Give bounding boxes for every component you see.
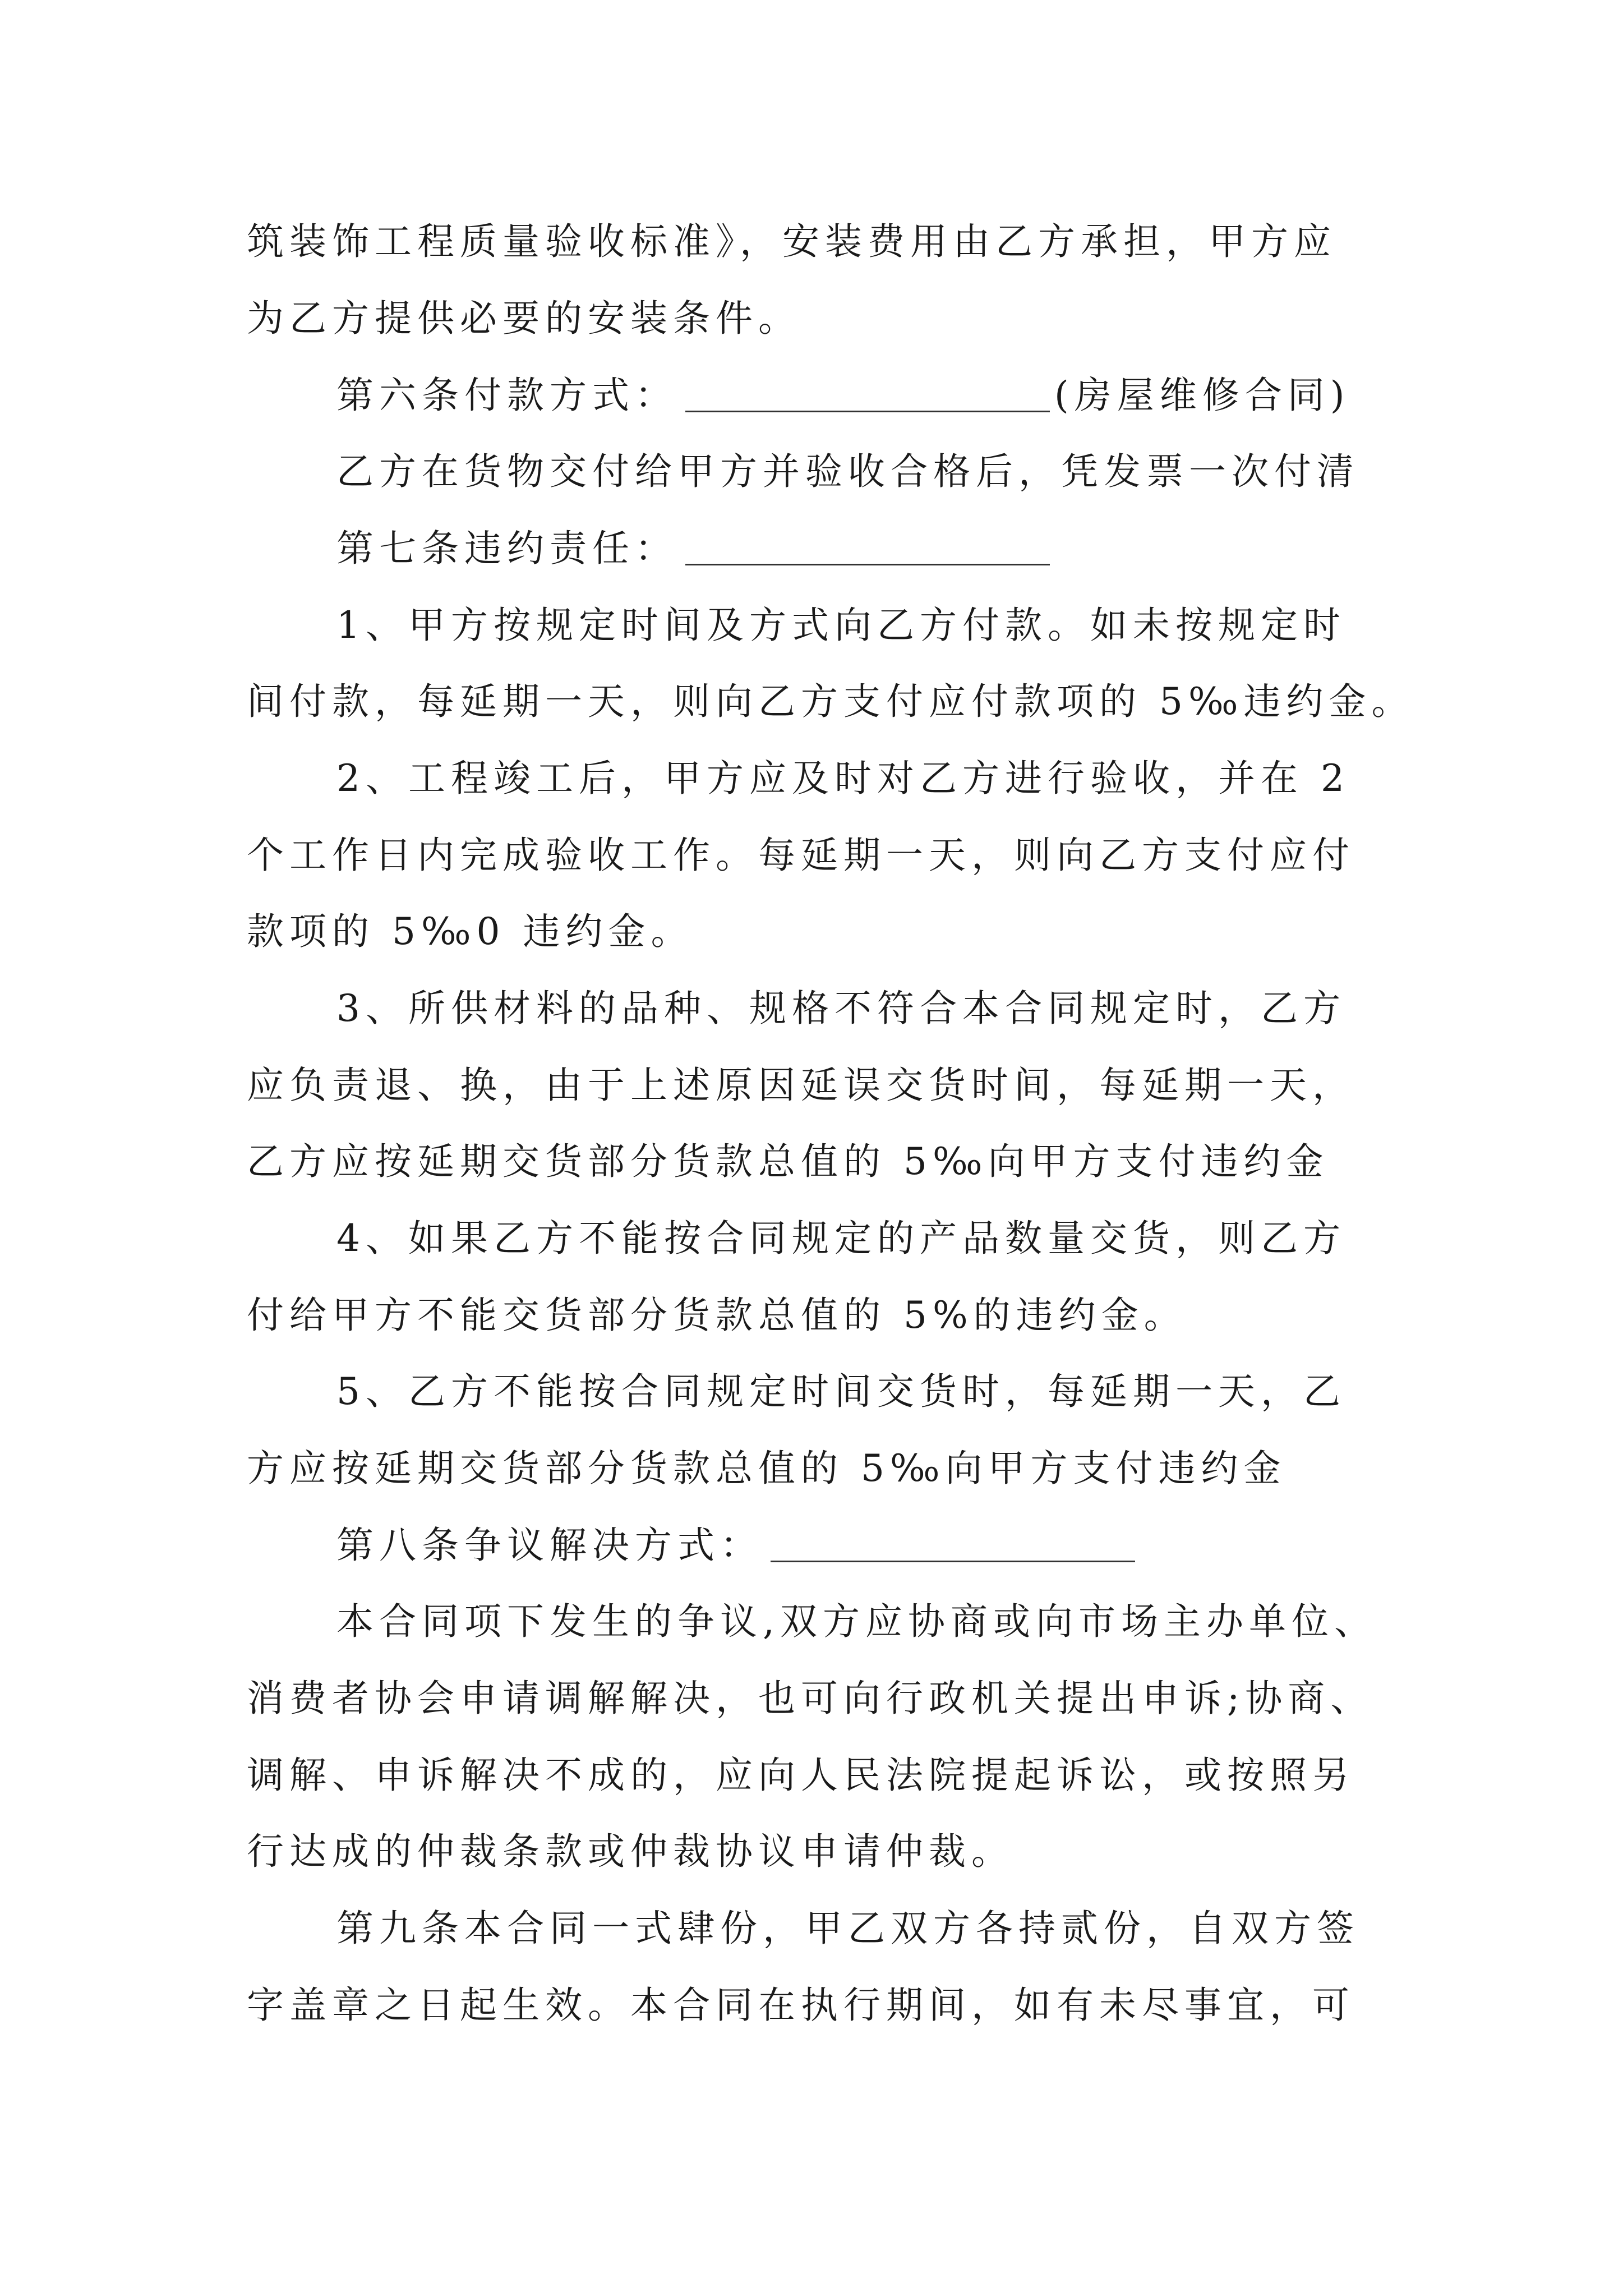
text-line: 5、乙方不能按合同规定时间交货时，每延期一天，乙 <box>336 1370 1346 1413</box>
text-line: 乙方应按延期交货部分货款总值的 5‰向甲方支付违约金 <box>247 1140 1329 1183</box>
article-8-heading <box>336 1524 1140 1567</box>
text-line: 行达成的仲裁条款或仲裁协议申请仲裁。 <box>247 1830 1014 1873</box>
text-line: 应负责退、换，由于上述原因延误交货时间，每延期一天， <box>247 1064 1355 1107</box>
text-line: 为乙方提供必要的安装条件。 <box>247 297 801 340</box>
text-line: 1、甲方按规定时间及方式向乙方付款。如未按规定时 <box>336 604 1346 647</box>
text-line: 调解、申诉解决不成的，应向人民法院提起诉讼，或按照另 <box>247 1754 1355 1797</box>
text-line: 3、所供材料的品种、规格不符合本合同规定时，乙方 <box>336 987 1346 1030</box>
text-line: 付给甲方不能交货部分货款总值的 5%的违约金。 <box>247 1294 1187 1337</box>
text-line: 消费者协会申请调解解决，也可向行政机关提出申诉;协商、 <box>247 1677 1373 1720</box>
contract-title-note: (房屋维修合同) <box>1054 374 1350 417</box>
text-line: 第九条本合同一式肆份，甲乙双方各持贰份，自双方签 <box>336 1907 1359 1950</box>
text-line: 间付款，每延期一天，则向乙方支付应付款项的 5‰违约金。 <box>247 680 1414 723</box>
text-line: 字盖章之日起生效。本合同在执行期间，如有未尽事宜，可 <box>247 1984 1355 2027</box>
text-line: 方应按延期交货部分货款总值的 5‰向甲方支付违约金 <box>247 1447 1287 1490</box>
text-line: 款项的 5‰0 违约金。 <box>247 910 694 953</box>
text-line: 2、工程竣工后，甲方应及时对乙方进行验收，并在 2 <box>336 757 1350 800</box>
article-6-heading <box>336 374 1350 417</box>
text-line: 本合同项下发生的争议,双方应协商或向市场主办单位、 <box>336 1600 1377 1643</box>
article-7-heading <box>336 527 1054 570</box>
text-line: 乙方在货物交付给甲方并验收合格后，凭发票一次付清 <box>336 450 1359 493</box>
fill-in-blank[interactable] <box>771 1558 1135 1562</box>
fill-in-blank[interactable] <box>685 408 1050 412</box>
text-line: 个工作日内完成验收工作。每延期一天，则向乙方支付应付 <box>247 834 1355 877</box>
text-line: 筑装饰工程质量验收标准》，安装费用由乙方承担，甲方应 <box>247 220 1336 263</box>
article-6-label: 第六条付款方式： <box>336 374 677 417</box>
text-line: 4、如果乙方不能按合同规定的产品数量交货，则乙方 <box>336 1217 1346 1260</box>
fill-in-blank[interactable] <box>685 562 1050 565</box>
article-8-label: 第八条争议解决方式： <box>336 1524 763 1567</box>
article-7-label: 第七条违约责任： <box>336 527 677 570</box>
